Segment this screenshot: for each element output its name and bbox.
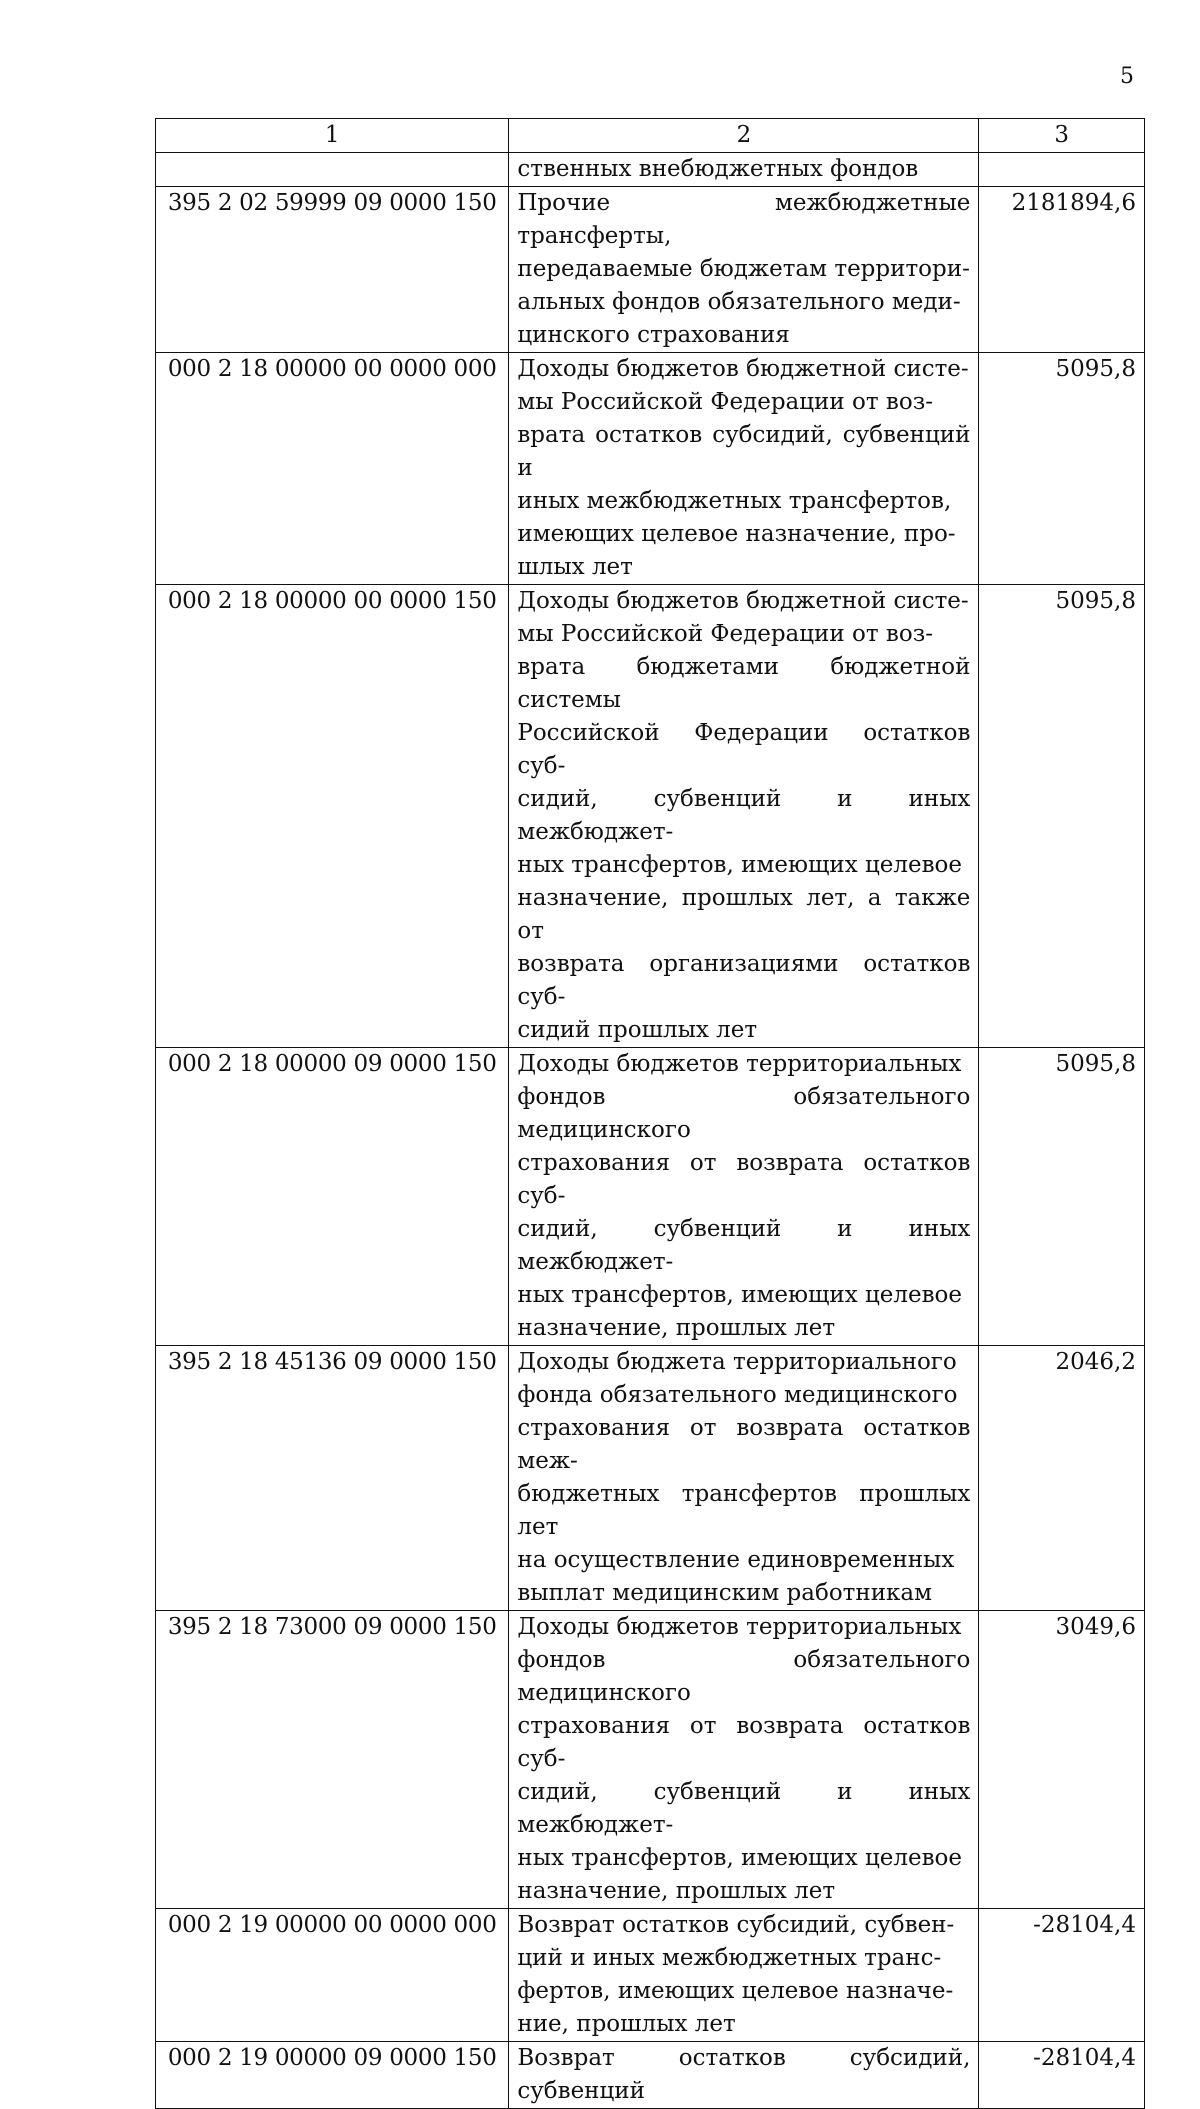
row-sum: -28104,4	[979, 2042, 1145, 2109]
table-row	[156, 187, 1145, 353]
page-number: 5	[1120, 64, 1134, 89]
row-sum	[979, 153, 1145, 187]
row-sum: -28104,4	[979, 1909, 1145, 2042]
row-code: 395 2 18 45136 09 0000 150	[156, 1346, 509, 1611]
row-name: Доходы бюджетов территориальных фондов обязательного медицинского страхования от возврата остатков суб- сидий, субвенций и иных межбюджет- ных трансфертов, имеющих целевое назначение, прошлых лет	[509, 1048, 979, 1346]
row-sum: 2181894,6	[979, 187, 1145, 353]
row-name: Возврат остатков субсидий, субвенций	[509, 2042, 979, 2109]
row-sum: 2046,2	[979, 1346, 1145, 1611]
table-row	[156, 153, 1145, 187]
table-header-row	[156, 119, 1145, 153]
budget-revenue-table	[155, 118, 1145, 2109]
column-header-sum: 3	[979, 119, 1145, 153]
table-row	[156, 353, 1145, 585]
table-row	[156, 1611, 1145, 1909]
row-name: Возврат остатков субсидий, субвен- ций и иных межбюджетных транс- фертов, имеющих целевое назначе- ние, прошлых лет	[509, 1909, 979, 2042]
row-name: Доходы бюджета территориального фонда обязательного медицинского страхования от возврата остатков меж- бюджетных трансфертов прошлых лет на осуществление единовременных выплат медицинским работникам	[509, 1346, 979, 1611]
table-row	[156, 1346, 1145, 1611]
row-sum: 3049,6	[979, 1611, 1145, 1909]
row-code: 000 2 19 00000 00 0000 000	[156, 1909, 509, 2042]
row-sum: 5095,8	[979, 585, 1145, 1048]
table-row	[156, 2042, 1145, 2109]
row-name: Доходы бюджетов территориальных фондов обязательного медицинского страхования от возврата остатков суб- сидий, субвенций и иных межбюджет- ных трансфертов, имеющих целевое назначение, прошлых лет	[509, 1611, 979, 1909]
table-row	[156, 585, 1145, 1048]
row-code: 000 2 18 00000 09 0000 150	[156, 1048, 509, 1346]
row-name: Доходы бюджетов бюджетной систе- мы Российской Федерации от воз- врата остатков субсидий, субвенций и иных межбюджетных трансфертов, имеющих целевое назначение, про- шлых лет	[509, 353, 979, 585]
row-code	[156, 153, 509, 187]
row-name: Прочие межбюджетные трансферты, передаваемые бюджетам территори- альных фондов обязательного меди- цинского страхования	[509, 187, 979, 353]
table-row	[156, 1048, 1145, 1346]
row-code: 395 2 18 73000 09 0000 150	[156, 1611, 509, 1909]
row-sum: 5095,8	[979, 1048, 1145, 1346]
row-code: 395 2 02 59999 09 0000 150	[156, 187, 509, 353]
row-code: 000 2 18 00000 00 0000 150	[156, 585, 509, 1048]
row-code: 000 2 19 00000 09 0000 150	[156, 2042, 509, 2109]
column-header-name: 2	[509, 119, 979, 153]
row-code: 000 2 18 00000 00 0000 000	[156, 353, 509, 585]
row-name: ственных внебюджетных фондов	[509, 153, 979, 187]
row-name: Доходы бюджетов бюджетной систе- мы Российской Федерации от воз- врата бюджетами бюджетной системы Российской Федерации остатков суб- сидий, субвенций и иных межбюджет- ных трансфертов, имеющих целевое назначение, прошлых лет, а также от возврата организациями остатков суб- сидий прошлых лет	[509, 585, 979, 1048]
column-header-code: 1	[156, 119, 509, 153]
row-sum: 5095,8	[979, 353, 1145, 585]
table-row	[156, 1909, 1145, 2042]
